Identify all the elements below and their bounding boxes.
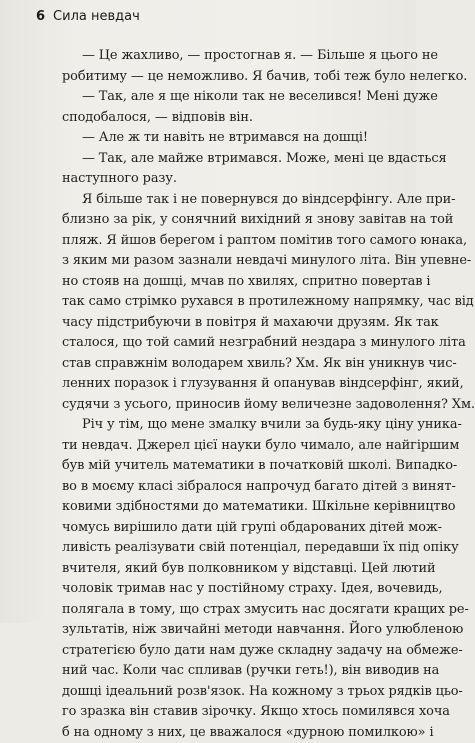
text-line: сподобалося, — відповів він.: [62, 108, 404, 129]
text-line: сталося, що той самий незграбний нездара з минулого літа: [62, 333, 404, 354]
chapter-title: Сила невдач: [53, 9, 140, 24]
text-line: близно за рік, у сонячний вихідний я знову завітав на той: [62, 210, 404, 231]
text-line: ти невдач. Джерел цієї науки було чимало, але найгіршим: [62, 436, 404, 457]
text-line: вчителя, який був полковником у відставці. Цей лютий: [62, 559, 404, 580]
text-line: чомусь вирішило дати цій групі обдарованих дітей мож-: [62, 518, 404, 539]
text-line: чоловік тримав нас у постійному страху. Ідея, вочевидь,: [62, 579, 404, 600]
body-text: [62, 46, 404, 743]
text-line: став справжнім володарем хвиль? Хм. Як він уникнув чис-: [62, 354, 404, 375]
text-line: часу підстрибуючи в повітря й махаючи друзям. Як так: [62, 313, 404, 334]
running-header: [36, 8, 140, 26]
text-line: ний час. Коли час спливав (ручки геть!), він виводив на: [62, 661, 404, 682]
text-line: го зразка він ставив зірочку. Якщо хтось помилявся хоча: [62, 702, 404, 723]
text-line: — Це жахливо, — простогнав я. — Більше я цього не: [62, 46, 404, 67]
text-line: з яким ми разом зазнали невдачі минулого літа. Він упевне-: [62, 251, 404, 272]
text-line: стратегією було дати нам дуже складну задачу на обмеже-: [62, 641, 404, 662]
text-line: Річ у тім, що мене змалку вчили за будь-яку ціну уника-: [62, 415, 404, 436]
text-line: судячи з усього, приносив йому величезне задоволення? Хм.: [62, 395, 404, 416]
text-line: — Але ж ти навіть не втримався на дошці!: [62, 128, 404, 149]
text-line: во в моєму класі зібралося напрочуд багато дітей з винят-: [62, 477, 404, 498]
text-line: ковими здібностями до математики. Шкільне керівництво: [62, 497, 404, 518]
text-line: Я більше так і не повернувся до віндсерфінгу. Але при-: [62, 190, 404, 211]
text-line: пляж. Я йшов берегом і раптом помітив того самого юнака,: [62, 231, 404, 252]
text-line: був мій учитель математики в початковій школі. Випадко-: [62, 456, 404, 477]
page-number: 6: [36, 9, 45, 24]
text-line: ленних поразок і глузування й опанував віндсерфінг, який,: [62, 374, 404, 395]
text-line: б на одному з них, це вважалося «дурною помилкою» і: [62, 723, 404, 743]
text-line: дошці ідеальний розв'язок. На кожному з трьох рядків цьо-: [62, 682, 404, 703]
text-line: но стояв на дошці, мчав по хвилях, спритно повертав і: [62, 272, 404, 293]
text-line: — Так, але я ще ніколи так не веселився! Мені дуже: [62, 87, 404, 108]
text-line: ливість реалізувати свій потенціал, передавши їх під опіку: [62, 538, 404, 559]
text-line: так само стрімко рухався в протилежному напрямку, час від: [62, 292, 404, 313]
text-line: робитиму — це неможливо. Я бачив, тобі теж було нелегко.: [62, 67, 404, 88]
text-line: зультатів, ніж звичайні методи навчання. Його улюбленою: [62, 620, 404, 641]
text-line: — Так, але майже втримався. Може, мені це вдасться: [62, 149, 404, 170]
text-line: наступного разу.: [62, 169, 404, 190]
text-line: полягала в тому, що страх змусить нас досягати кращих ре-: [62, 600, 404, 621]
